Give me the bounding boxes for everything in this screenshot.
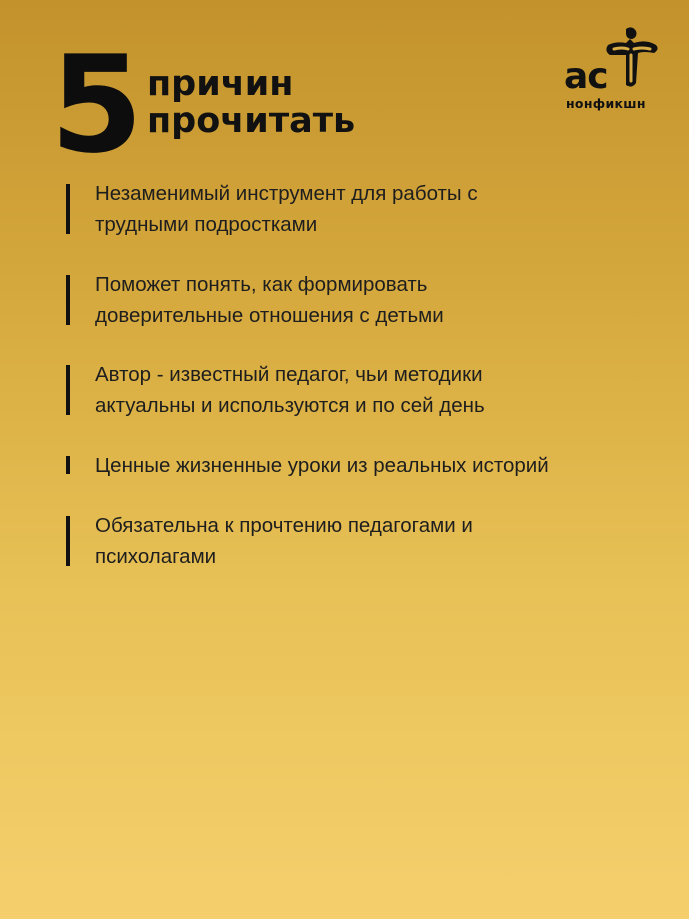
reason-text-line: Незаменимый инструмент для работы с (95, 182, 478, 205)
reason-text-line: Автор - известный педагог, чьи методики (95, 363, 483, 386)
reason-text-line: психолагами (95, 545, 217, 568)
reasons-list (66, 178, 646, 572)
reason-text-line: трудными подростками (95, 213, 318, 236)
logo-brand-text: ас (564, 56, 608, 97)
headline-line-2: прочитать (147, 101, 356, 141)
reason-bullet-bar (66, 275, 70, 325)
headline-line-1: причин (147, 64, 294, 104)
reason-text-line: актуальны и используются и по сей день (95, 394, 485, 417)
headline (147, 66, 355, 140)
reason-text-line: Ценные жизненные уроки из реальных историй (95, 454, 549, 477)
reason-text-line: доверительные отношения с детьми (95, 304, 444, 327)
big-number-five: 5 (50, 27, 140, 183)
logo-tagline: нонфикшн (566, 96, 646, 111)
reason-text-line: Обязательна к прочтению педагогами и (95, 514, 473, 537)
reason-bullet-bar (66, 365, 70, 415)
publisher-logo (560, 25, 668, 120)
reason-bullet-bar (66, 184, 70, 234)
reason-item-1 (66, 178, 646, 240)
reason-item-4 (66, 450, 646, 481)
reason-bullet-bar (66, 456, 70, 474)
reason-item-5 (66, 510, 646, 572)
reason-item-2 (66, 269, 646, 331)
reason-text-line: Поможет понять, как формировать (95, 273, 428, 296)
reason-item-3 (66, 359, 646, 421)
reason-bullet-bar (66, 516, 70, 566)
